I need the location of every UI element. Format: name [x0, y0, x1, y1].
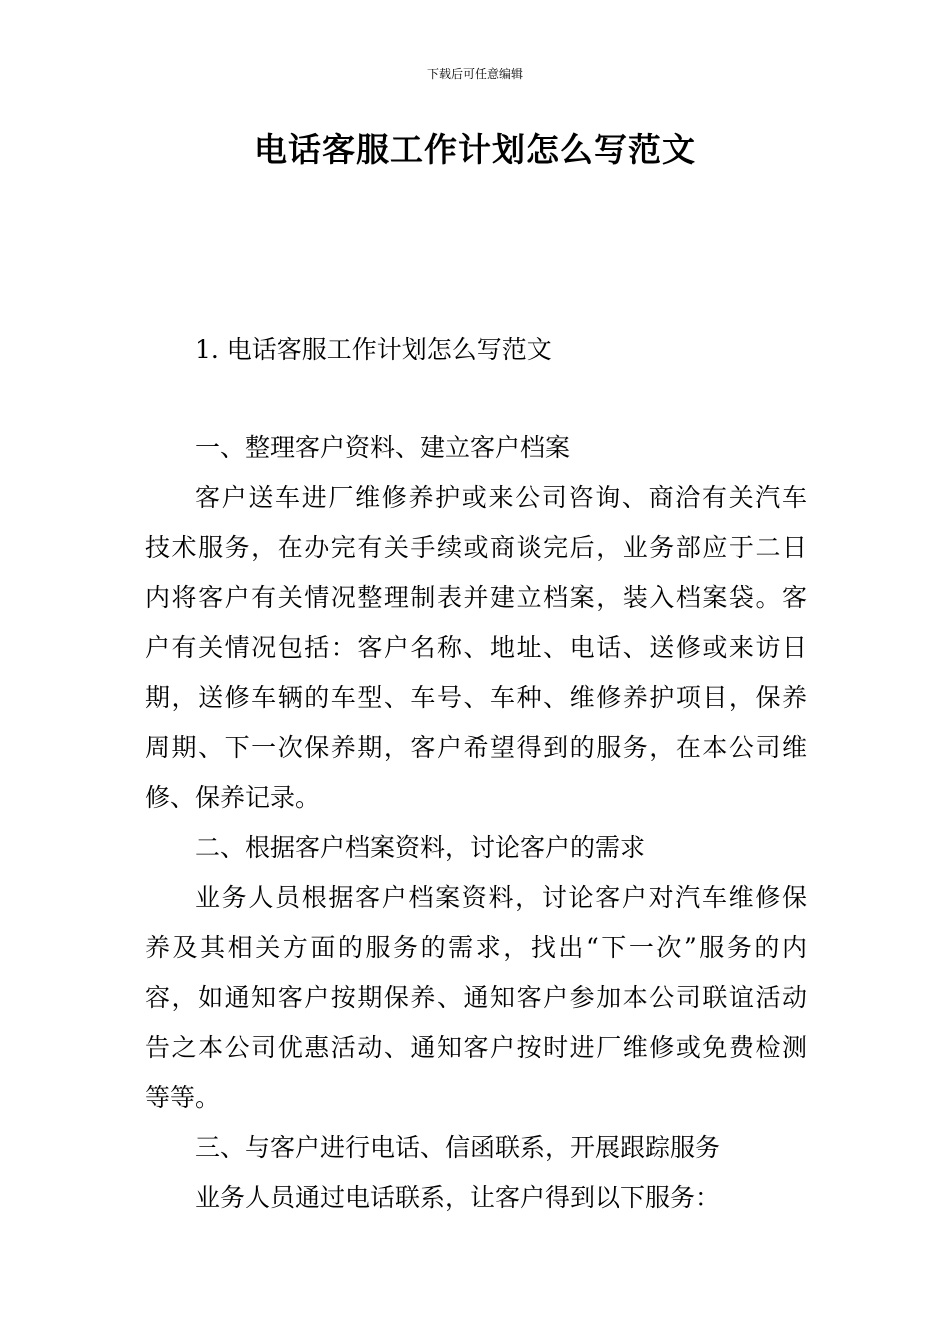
- para-three: 业务人员通过电话联系，让客户得到以下服务：: [195, 1183, 721, 1212]
- para-one-line: 技术服务，在办完有关手续或商谈完后，业务部应于二日: [145, 533, 807, 562]
- para-one-line: 修、保养记录。: [145, 783, 321, 812]
- para-two-line: 业务人员根据客户档案资料，讨论客户对汽车维修保: [195, 883, 807, 912]
- para-two-line: 等等。: [145, 1083, 221, 1112]
- heading-two: 二、根据客户档案资料，讨论客户的需求: [195, 833, 646, 862]
- para-one-line: 内将客户有关情况整理制表并建立档案，装入档案袋。客: [145, 583, 807, 612]
- section-heading: 1. 电话客服工作计划怎么写范文: [195, 335, 552, 364]
- heading-one: 一、整理客户资料、建立客户档案: [195, 433, 571, 462]
- para-two-line: 告之本公司优惠活动、通知客户按时进厂维修或免费检测: [145, 1033, 807, 1062]
- heading-three: 三、与客户进行电话、信函联系，开展跟踪服务: [195, 1133, 721, 1162]
- body-content: [145, 423, 807, 1223]
- header-note: 下载后可任意编辑: [426, 67, 523, 81]
- para-one-line: 期，送修车辆的车型、车号、车种、维修养护项目，保养: [145, 683, 807, 712]
- para-one-line: 客户送车进厂维修养护或来公司咨询、商洽有关汽车: [195, 483, 807, 512]
- para-two-line: 容，如通知客户按期保养、通知客户参加本公司联谊活动: [145, 983, 807, 1012]
- document-title: 电话客服工作计划怎么写范文: [254, 130, 696, 169]
- para-one-line: 周期、下一次保养期，客户希望得到的服务，在本公司维: [145, 733, 807, 762]
- section-heading-block: [145, 325, 807, 375]
- para-two-line: 养及其相关方面的服务的需求，找出“下一次”服务的内: [145, 933, 807, 962]
- para-one-line: 户有关情况包括：客户名称、地址、电话、送修或来访日: [145, 633, 807, 662]
